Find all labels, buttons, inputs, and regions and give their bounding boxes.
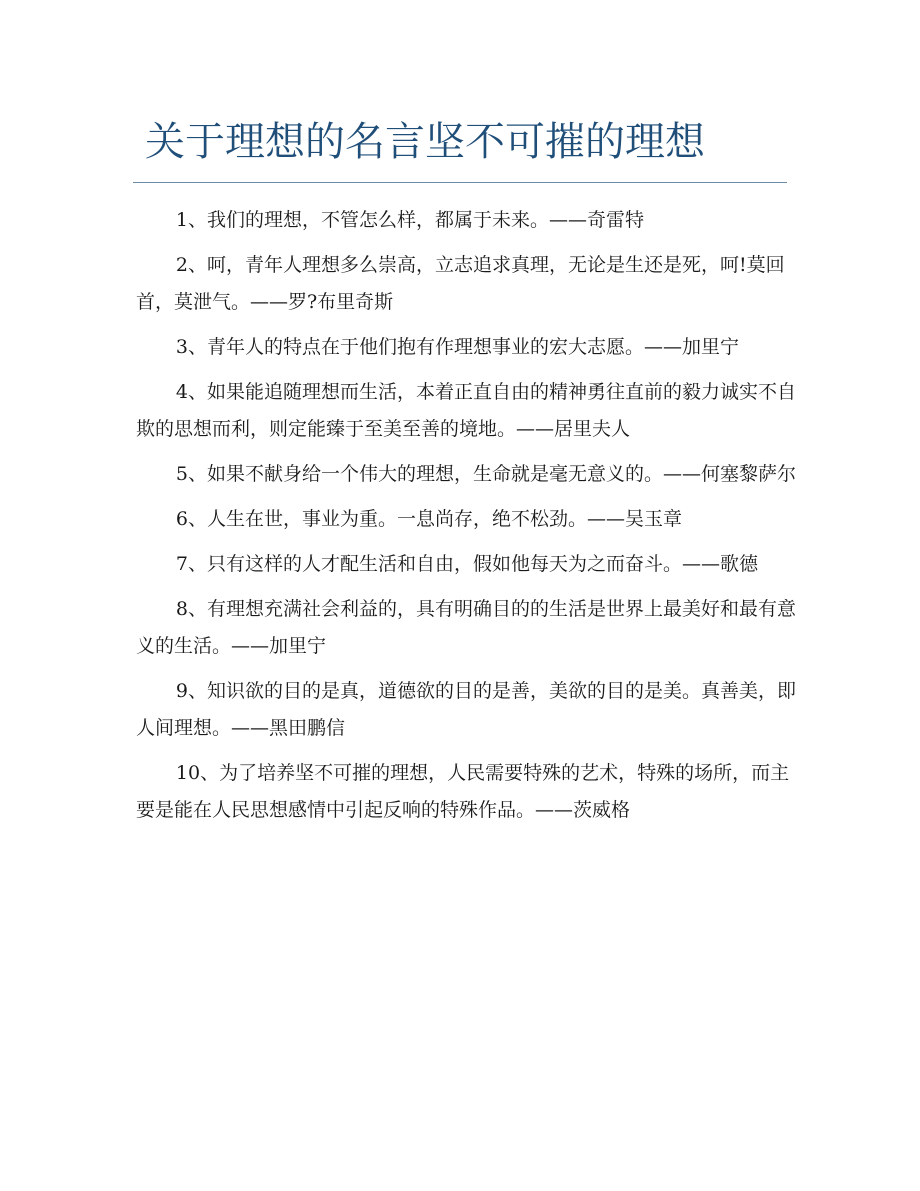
quote-item-10: 10、为了培养坚不可摧的理想，人民需要特殊的艺术，特殊的场所，而主要是能在人民思想感情中引起反响的特殊作品。——茨威格	[136, 762, 790, 821]
quote-item-6: 6、人生在世，事业为重。一息尚存，绝不松劲。——吴玉章	[175, 508, 682, 530]
quote-item-1: 1、我们的理想，不管怎么样，都属于未来。——奇雷特	[175, 209, 644, 231]
quote-item-8: 8、有理想充满社会利益的，具有明确目的的生活是世界上最美好和最有意义的生活。——加里宁	[136, 598, 796, 657]
quote-item-5: 5、如果不献身给一个伟大的理想，生命就是毫无意义的。——何塞黎萨尔	[175, 463, 796, 485]
quote-item-2: 2、呵，青年人理想多么崇高，立志追求真理，无论是生还是死，呵!莫回首，莫泄气。——罗?布里奇斯	[136, 254, 785, 313]
document-title: 关于理想的名言坚不可摧的理想	[145, 119, 705, 165]
quote-list	[136, 202, 796, 837]
quote-item-3: 3、青年人的特点在于他们抱有作理想事业的宏大志愿。——加里宁	[175, 336, 739, 358]
title-divider	[133, 182, 787, 183]
quote-item-7: 7、只有这样的人才配生活和自由，假如他每天为之而奋斗。——歌德	[175, 553, 758, 575]
quote-item-4: 4、如果能追随理想而生活，本着正直自由的精神勇往直前的毅力诚实不自欺的思想而利，则定能臻于至美至善的境地。——居里夫人	[136, 381, 796, 440]
quote-item-9: 9、知识欲的目的是真，道德欲的目的是善，美欲的目的是美。真善美，即人间理想。——黑田鹏信	[136, 680, 796, 739]
